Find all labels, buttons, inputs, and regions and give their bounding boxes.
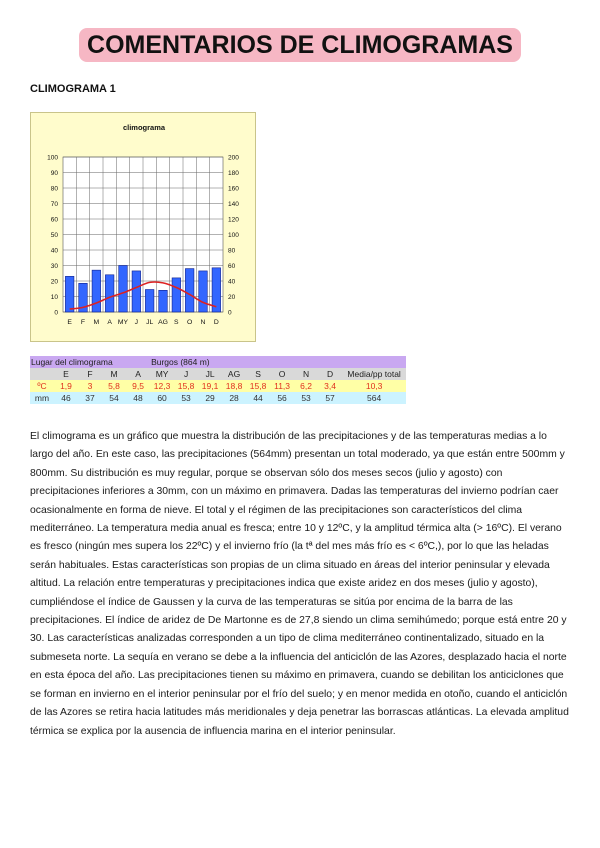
x-axis-tick-label: AG xyxy=(158,319,168,326)
month-header-cell: F xyxy=(78,368,102,380)
temperature-cell: 15,8 xyxy=(174,380,198,392)
x-axis-tick-label: S xyxy=(174,319,179,326)
precipitation-total-cell: 564 xyxy=(342,392,406,404)
right-axis-tick-label: 140 xyxy=(228,201,239,208)
x-axis-tick-label: O xyxy=(187,319,193,326)
precipitation-cell: 57 xyxy=(318,392,342,404)
precipitation-cell: 29 xyxy=(198,392,222,404)
month-header-cell: N xyxy=(294,368,318,380)
section-title: CLIMOGRAMA 1 xyxy=(30,83,116,95)
table-months-row xyxy=(30,368,406,380)
temperature-cell: 5,8 xyxy=(102,380,126,392)
left-axis-tick-label: 30 xyxy=(50,263,58,270)
precipitation-bar xyxy=(172,278,181,312)
precipitation-bar xyxy=(65,276,74,312)
month-header-cell: J xyxy=(174,368,198,380)
left-axis-tick-label: 20 xyxy=(50,278,58,286)
month-header-cell: O xyxy=(270,368,294,380)
temperature-cell: 9,5 xyxy=(126,380,150,392)
temperature-cell: 3,4 xyxy=(318,380,342,392)
mean-header-cell: Media/pp total xyxy=(342,368,406,380)
precipitation-cell: 53 xyxy=(294,392,318,404)
temperature-mean-cell: 10,3 xyxy=(342,380,406,392)
precipitation-bar xyxy=(119,266,128,313)
month-header-cell: S xyxy=(246,368,270,380)
commentary-paragraph: El climograma es un gráfico que muestra la distribución de las precipitaciones y de las temperaturas medias a lo largo del año. En este caso, las precipitaciones (564mm) presentan un total moderado, ya que están entre 500mm y 800mm. Su distribución es muy regular, porque se observan sólo dos meses secos (julio y agosto) con precipitaciones inferiores a 30mm, con un máximo en primavera. Dadas las temperaturas del invierno podrían caer ocasionalmente en forma de nieve. El total y el régimen de las precipitaciones son característicos del clima mediterráneo. La temperatura media anual es fresca; entre 10 y 12ºC, y la amplitud térmica alta (> 16ºC). El verano es fresco (ningún mes supera los 22ºC) y el invierno frío (la tª del mes más frío es < 6ºC,), por lo que las heladas serán habituales. Estas características son propias de un clima situado en áreas del interior peninsular y elevada altitud. La relación entre temperaturas y precipitaciones indica que existe aridez en dos meses (julio y agosto), cumpliéndose el índice de Gaussen y la curva de las temperaturas se sitúa por encima de la barra de las precipitaciones. El índice de aridez de De Martonne es de 27,8 siendo un clima semihúmedo; porque está entre 20 y 30. Las características analizadas corresponden a un tipo de clima mediterráneo continentalizado, situado en la submeseta norte. La sequía en verano se debe a la influencia del anticiclón de las Azores, desplazado hacia el norte en esta época del año. Las precipitaciones tienen su máximo en primavera, cuando se debilitan los anticiclones que se forman en invierno en el interior peninsular por el frío del suelo; y en menor medida en otoño, cuando el anticiclón de las Azores se retira hacia latitudes más meridionales y deja penetrar las borrascas atlánticas. La elevada amplitud térmica se explica por la ausencia de influencia marina en el interior peninsular. xyxy=(30,431,569,737)
precipitation-bar xyxy=(105,275,114,312)
temperature-cell: 18,8 xyxy=(222,380,246,392)
page-title: COMENTARIOS DE CLIMOGRAMAS xyxy=(79,28,521,62)
temperature-cell: 1,9 xyxy=(54,380,78,392)
precipitation-bar xyxy=(159,290,168,312)
month-header-cell: A xyxy=(126,368,150,380)
temperature-cell: 3 xyxy=(78,380,102,392)
x-axis-tick-label: D xyxy=(213,319,219,326)
climate-data-table xyxy=(30,356,406,404)
precipitation-cell: 48 xyxy=(126,392,150,404)
x-axis-tick-label: A xyxy=(107,319,112,326)
x-axis-tick-label: E xyxy=(67,319,72,326)
precipitation-cell: 44 xyxy=(246,392,270,404)
precipitation-cell: 37 xyxy=(78,392,102,404)
precipitation-cell: 60 xyxy=(150,392,174,404)
precipitation-cell: 53 xyxy=(174,392,198,404)
climograph-chart xyxy=(30,112,256,342)
right-axis-tick-label: 100 xyxy=(228,232,239,239)
x-axis-tick-label: M xyxy=(93,319,100,326)
right-axis-tick-label: 40 xyxy=(228,278,236,286)
right-axis-tick-label: 200 xyxy=(228,154,239,162)
precipitation-unit-label: mm xyxy=(30,392,54,404)
x-axis-tick-label: F xyxy=(80,319,86,326)
left-axis-tick-label: 90 xyxy=(50,170,58,177)
temperature-cell: 6,2 xyxy=(294,380,318,392)
left-axis-tick-label: 80 xyxy=(50,185,58,193)
climograph-svg xyxy=(31,113,257,343)
right-axis-tick-label: 160 xyxy=(228,185,239,193)
month-header-cell: E xyxy=(54,368,78,380)
table-precipitation-row xyxy=(30,392,406,404)
left-axis-tick-label: 70 xyxy=(50,201,58,208)
temperature-cell: 19,1 xyxy=(198,380,222,392)
table-temperature-row xyxy=(30,380,406,392)
right-axis-tick-label: 80 xyxy=(228,247,236,255)
precipitation-cell: 54 xyxy=(102,392,126,404)
left-axis-tick-label: 50 xyxy=(50,232,58,239)
month-header-cell: JL xyxy=(198,368,222,380)
temperature-cell: 11,3 xyxy=(270,380,294,392)
precipitation-cell: 28 xyxy=(222,392,246,404)
precipitation-cell: 46 xyxy=(54,392,78,404)
precipitation-bar xyxy=(92,270,101,312)
temperature-unit-label: ºC xyxy=(30,380,54,392)
left-axis-tick-label: 100 xyxy=(47,154,58,162)
table-corner-cell xyxy=(30,368,54,380)
month-header-cell: D xyxy=(318,368,342,380)
right-axis-tick-label: 120 xyxy=(228,216,239,224)
x-axis-tick-label: N xyxy=(200,319,206,326)
precipitation-bar xyxy=(145,290,154,312)
precipitation-cell: 56 xyxy=(270,392,294,404)
precipitation-bar xyxy=(185,269,194,312)
x-axis-tick-label: J xyxy=(134,319,139,326)
x-axis-tick-label: MY xyxy=(117,319,129,326)
temperature-cell: 12,3 xyxy=(150,380,174,392)
right-axis-tick-label: 180 xyxy=(228,170,239,177)
left-axis-tick-label: 0 xyxy=(54,309,58,317)
precipitation-bar xyxy=(199,271,208,312)
table-header-label: Lugar del climograma xyxy=(30,356,150,368)
table-header-place: Burgos (864 m) xyxy=(150,356,406,368)
chart-title: climograma xyxy=(122,123,166,132)
title-wrap xyxy=(0,28,600,62)
left-axis-tick-label: 10 xyxy=(50,294,58,301)
x-axis-tick-label: JL xyxy=(146,319,154,326)
month-header-cell: MY xyxy=(150,368,174,380)
left-axis-tick-label: 40 xyxy=(50,247,58,255)
right-axis-tick-label: 60 xyxy=(228,263,236,270)
month-header-cell: M xyxy=(102,368,126,380)
table-header-row xyxy=(30,356,406,368)
temperature-cell: 15,8 xyxy=(246,380,270,392)
month-header-cell: AG xyxy=(222,368,246,380)
precipitation-bar xyxy=(132,271,141,312)
left-axis-tick-label: 60 xyxy=(50,216,58,224)
right-axis-tick-label: 0 xyxy=(228,309,232,317)
right-axis-tick-label: 20 xyxy=(228,294,236,301)
